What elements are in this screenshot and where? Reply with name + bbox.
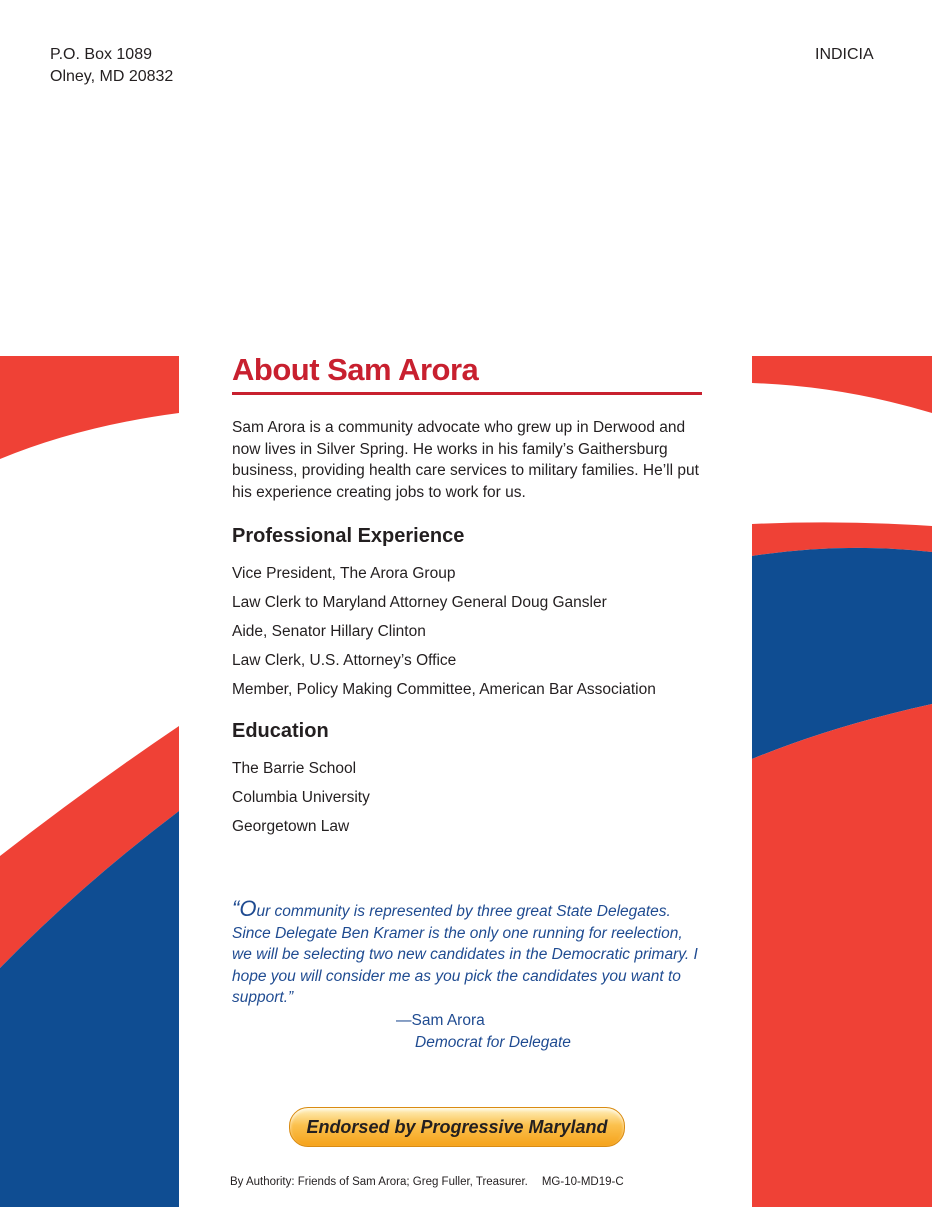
experience-item: Member, Policy Making Committee, American Bar Association — [232, 681, 656, 698]
experience-heading: Professional Experience — [232, 525, 465, 547]
experience-item: Aide, Senator Hillary Clinton — [232, 623, 426, 640]
education-item: Georgetown Law — [232, 818, 350, 835]
intro-paragraph: Sam Arora is a community advocate who grew up in Derwood and now lives in Silver Spring. He works in his family’s Gaithersburg business, providing health care services to military families. He’ll put his experience creating jobs to work for us. — [232, 419, 699, 501]
attribution-name: —Sam Arora — [396, 1012, 485, 1029]
indicia-label: INDICIA — [815, 46, 874, 63]
about-section — [232, 350, 704, 841]
return-address — [50, 44, 173, 88]
quote-attribution — [396, 1010, 571, 1053]
mailer-code: MG-10-MD19-C — [541, 1176, 624, 1188]
right-decorative-band — [752, 356, 932, 1207]
education-item: Columbia University — [232, 789, 370, 806]
experience-item: Vice President, The Arora Group — [232, 565, 456, 582]
education-item: The Barrie School — [232, 760, 357, 777]
education-heading: Education — [232, 720, 329, 742]
left-decorative-band — [0, 356, 179, 1207]
experience-list — [232, 559, 704, 704]
attribution-role: Democrat for Delegate — [415, 1033, 571, 1051]
education-list — [232, 754, 704, 841]
return-address-line2: Olney, MD 20832 — [50, 68, 174, 85]
title-underline — [232, 392, 702, 395]
return-address-line1: P.O. Box 1089 — [50, 46, 152, 63]
page-title: About Sam Arora — [232, 352, 479, 387]
candidate-quote — [232, 898, 704, 1009]
authority-line — [230, 1176, 624, 1188]
authority-text: By Authority: Friends of Sam Arora; Greg Fuller, Treasurer. — [230, 1176, 528, 1188]
right-red-swoosh-bottom — [752, 704, 932, 1207]
quote-text: ur community is represented by three great State Delegates. Since Delegate Ben Kramer is the only one running for reelection, we will be selecting two new candidates in the Democratic primary. I hope you will consider me as you pick the candidates you want to support.” — [232, 903, 698, 1006]
experience-item: Law Clerk to Maryland Attorney General Doug Gansler — [232, 594, 607, 611]
experience-item: Law Clerk, U.S. Attorney’s Office — [232, 652, 457, 669]
quote-open-mark: “O — [232, 896, 257, 921]
endorsement-badge: Endorsed by Progressive Maryland — [289, 1107, 625, 1147]
